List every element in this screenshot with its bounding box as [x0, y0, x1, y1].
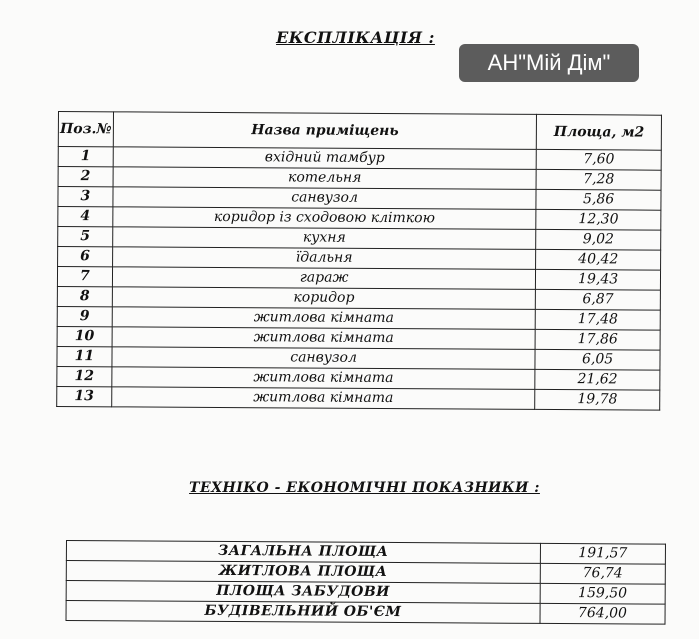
- row-area: 19,78: [535, 389, 660, 410]
- row-area: 6,05: [535, 349, 660, 370]
- table-row: [66, 601, 665, 625]
- row-name: житлова кімната: [112, 307, 535, 330]
- row-area: 7,28: [536, 169, 661, 190]
- row-pos: 5: [58, 227, 113, 247]
- row-area: 5,86: [536, 189, 661, 210]
- row-name: житлова кімната: [112, 367, 535, 390]
- row-pos: 11: [57, 346, 112, 366]
- row-area: 19,43: [536, 269, 661, 290]
- row-area: 21,62: [535, 369, 660, 390]
- indicator-value: 159,50: [540, 583, 665, 604]
- indicator-value: 764,00: [540, 603, 665, 624]
- technical-indicators-title: ТЕХНІКО - ЕКОНОМІЧНІ ПОКАЗНИКИ :: [189, 480, 540, 496]
- row-area: 9,02: [536, 229, 661, 250]
- indicator-value: 191,57: [540, 543, 665, 564]
- row-pos: 3: [58, 187, 113, 207]
- explication-table: [56, 111, 662, 411]
- row-name: гараж: [112, 267, 535, 290]
- row-name: кухня: [113, 227, 536, 250]
- row-pos: 4: [58, 207, 113, 227]
- header-name: Назва приміщень: [113, 112, 537, 150]
- row-area: 17,86: [535, 329, 660, 350]
- indicator-label: БУДІВЕЛЬНИЙ ОБ'ЄМ: [66, 601, 540, 624]
- row-name: коридор із сходовою кліткою: [113, 207, 536, 230]
- row-name: житлова кімната: [112, 387, 535, 410]
- row-area: 7,60: [536, 149, 661, 170]
- explication-header-row: [58, 112, 661, 151]
- row-pos: 13: [57, 386, 112, 406]
- row-area: 40,42: [536, 249, 661, 270]
- row-name: санвузол: [113, 187, 536, 210]
- indicator-label: ПЛОЩА ЗАБУДОВИ: [66, 581, 540, 604]
- header-area: Площа, м2: [537, 114, 662, 150]
- explication-title: ЕКСПЛІКАЦІЯ :: [276, 28, 435, 47]
- indicator-value: 76,74: [540, 563, 665, 584]
- row-pos: 9: [57, 306, 112, 326]
- row-pos: 7: [57, 267, 112, 287]
- row-name: житлова кімната: [112, 327, 535, 350]
- agency-watermark-badge: АН"Мій Дім": [459, 44, 639, 82]
- table-row: [57, 386, 660, 410]
- row-pos: 6: [58, 247, 113, 267]
- row-pos: 1: [58, 147, 113, 167]
- row-area: 6,87: [536, 289, 661, 310]
- row-name: коридор: [112, 287, 535, 310]
- row-area: 17,48: [535, 309, 660, 330]
- row-pos: 2: [58, 167, 113, 187]
- header-pos: Поз.№: [58, 112, 113, 147]
- row-pos: 12: [57, 366, 112, 386]
- indicator-label: ЗАГАЛЬНА ПЛОЩА: [66, 541, 540, 564]
- row-pos: 8: [57, 286, 112, 306]
- row-pos: 10: [57, 326, 112, 346]
- technical-indicators-table: [66, 540, 666, 625]
- row-area: 12,30: [536, 209, 661, 230]
- row-name: їдальня: [112, 247, 535, 270]
- indicator-label: ЖИТЛОВА ПЛОЩА: [66, 561, 540, 584]
- row-name: санвузол: [112, 347, 535, 370]
- row-name: котельня: [113, 167, 536, 190]
- row-name: вхідний тамбур: [113, 147, 536, 170]
